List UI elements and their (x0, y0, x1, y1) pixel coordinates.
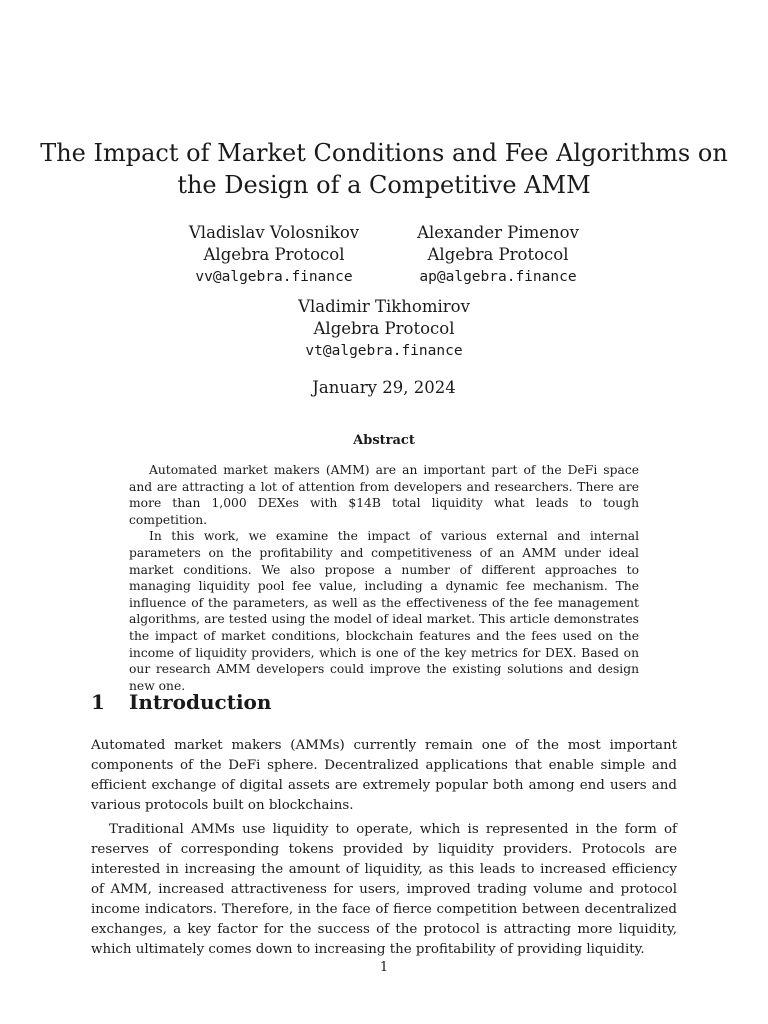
abstract-paragraph: In this work, we examine the impact of various external and internal parameters on the profitability and competitiveness of an AMM under ideal market conditions. We also propose a number of different approaches to managing liquidity pool fee value, including a dynamic fee mechanism. The influence of the parameters, as well as the effectiveness of the fee management algorithms, are tested using the model of ideal market. This article demonstrates the impact of market conditions, blockchain features and the fees used on the income of liquidity providers, which is one of the key metrics for DEX. Based on our research AMM developers could improve the existing solutions and design new one. (129, 529, 639, 693)
author-affiliation: Algebra Protocol (427, 245, 569, 264)
body-paragraph: Automated market makers (AMMs) currently remain one of the most important components of the DeFi sphere. Decentralized applications that enable simple and efficient exchange of digital assets are extremely popular both among end users and various protocols built on blockchains. (91, 738, 677, 813)
author-affiliation: Algebra Protocol (313, 319, 455, 338)
abstract-paragraph: Automated market makers (AMM) are an important part of the DeFi space and are attracting a lot of attention from developers and researchers. There are more than 1,000 DEXes with $14B total liquidity what leads to tough competition. (129, 463, 639, 527)
author-block-2 (398, 222, 598, 288)
section-title: Introduction (129, 690, 272, 714)
publication-date: January 29, 2024 (312, 378, 456, 397)
body-paragraph: Traditional AMMs use liquidity to operate, which is represented in the form of reserves of corresponding tokens provided by liquidity providers. Protocols are interested in increasing the amount of liquidity, as this leads to increased efficiency of AMM, increased attractiveness for users, improved trading volume and protocol income indicators. Therefore, in the face of fierce competition between decentralized exchanges, a key factor for the success of the protocol is attracting more liquidity, which ultimately comes down to increasing the profitability of providing liquidity. (91, 822, 677, 957)
abstract-heading: Abstract (353, 433, 415, 448)
author-email: vt@algebra.finance (305, 343, 463, 359)
author-email: ap@algebra.finance (419, 269, 577, 285)
author-name: Alexander Pimenov (417, 223, 579, 242)
author-name: Vladislav Volosnikov (188, 223, 360, 242)
section-heading (91, 690, 271, 714)
author-email: vv@algebra.finance (195, 269, 353, 285)
abstract-body (129, 462, 639, 694)
section-number: 1 (91, 690, 105, 714)
author-block-3 (284, 296, 484, 362)
author-affiliation: Algebra Protocol (203, 245, 345, 264)
page-number: 1 (379, 960, 389, 975)
author-name: Vladimir Tikhomirov (298, 297, 470, 316)
paper-title: The Impact of Market Conditions and Fee Algorithms on the Design of a Competitive AMM (40, 139, 728, 199)
section-body (91, 736, 677, 960)
author-block-1 (183, 222, 365, 288)
